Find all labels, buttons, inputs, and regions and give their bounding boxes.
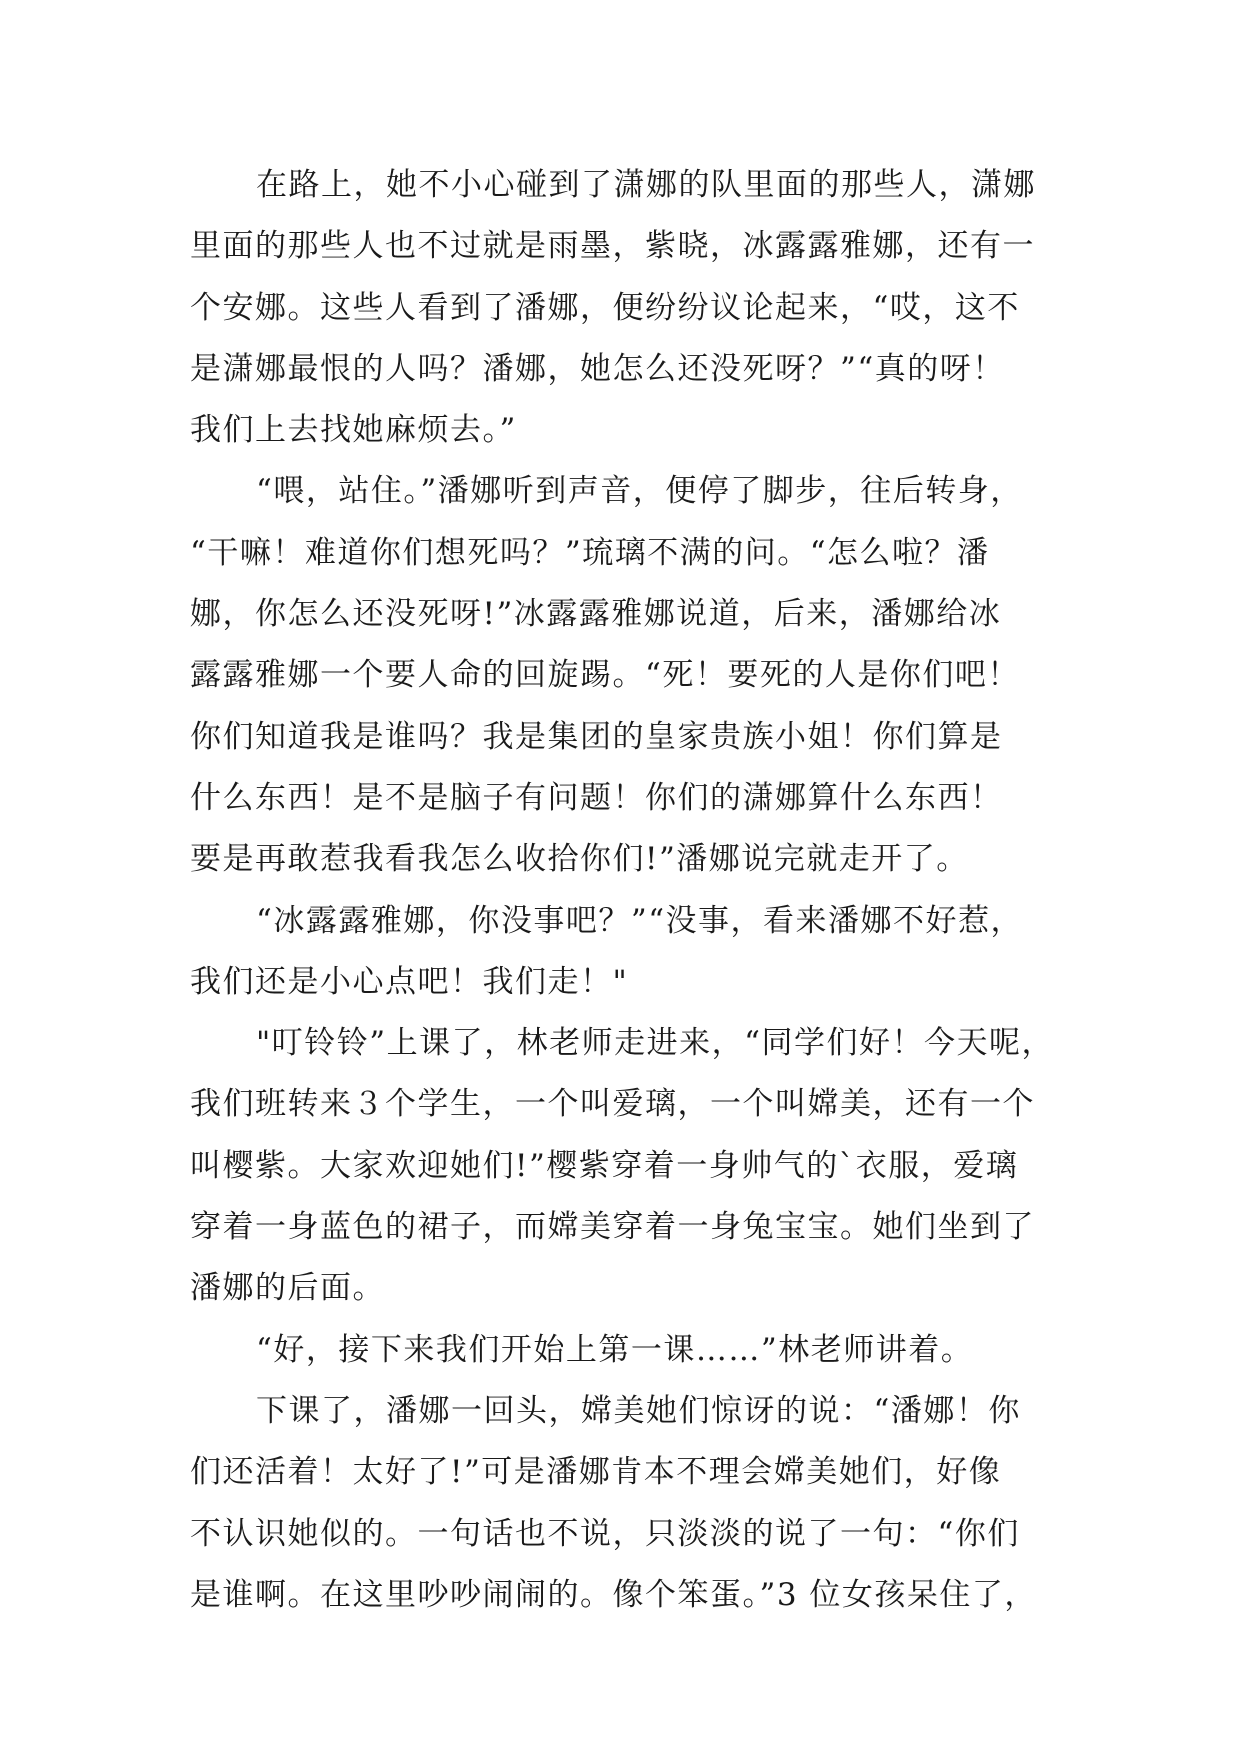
text-line: 是谁啊。在这里吵吵闹闹的。像个笨蛋。”3 位女孩呆住了， (190, 1576, 1037, 1613)
text-line: “喂，站住。”潘娜听到声音，便停了脚步，往后转身， (256, 473, 1023, 510)
text-line: 要是再敢惹我看我怎么收拾你们!”潘娜说完就走开了。 (190, 841, 969, 878)
text-line: 我们上去找她麻烦去。” (190, 412, 517, 449)
text-line: 在路上，她不小心碰到了潇娜的队里面的那些人，潇娜 (256, 167, 1036, 203)
text-line: 下课了，潘娜一回头，嫦美她们惊讶的说：“潘娜！你 (256, 1392, 1021, 1429)
text-line: 娜，你怎么还没死呀!”冰露露雅娜说道，后来，潘娜给冰 (190, 596, 1002, 633)
body-text (190, 155, 1090, 1626)
text-line: 里面的那些人也不过就是雨墨，紫晓，冰露露雅娜，还有一 (190, 228, 1035, 265)
text-line: 是潇娜最恨的人吗？潘娜，她怎么还没死呀？”“真的呀！ (190, 350, 1005, 387)
text-line: “好，接下来我们开始上第一课……”林老师讲着。 (256, 1331, 974, 1368)
text-line: 个安娜。这些人看到了潘娜，便纷纷议论起来，“哎，这不 (190, 289, 1020, 326)
text-line: 们还活着！太好了!”可是潘娜肯本不理会嫦美她们，好像 (190, 1454, 1002, 1491)
text-line: “冰露露雅娜，你没事吧？”“没事，看来潘娜不好惹， (256, 902, 1024, 939)
text-line: 叫樱紫。大家欢迎她们!”樱紫穿着一身帅气的`衣服，爱璃 (190, 1147, 1019, 1184)
text-line: “干嘛！难道你们想死吗？”琉璃不满的问。“怎么啦？潘 (190, 534, 990, 571)
text-line: "叮铃铃”上课了，林老师走进来，“同学们好！今天呢， (256, 1025, 1054, 1062)
text-line: 露露雅娜一个要人命的回旋踢。“死！要死的人是你们吧！ (190, 657, 1020, 694)
text-line: 我们班转来３个学生，一个叫爱璃，一个叫嫦美，还有一个 (190, 1086, 1035, 1123)
text-line: 潘娜的后面。 (190, 1270, 385, 1307)
text-line: 什么东西！是不是脑子有问题！你们的潇娜算什么东西！ (190, 779, 1003, 816)
text-line: 穿着一身蓝色的裙子，而嫦美穿着一身兔宝宝。她们坐到了 (190, 1209, 1035, 1246)
text-line: 我们还是小心点吧！我们走！" (190, 963, 629, 1000)
text-line: 不认识她似的。一句话也不说，只淡淡的说了一句：“你们 (190, 1515, 1020, 1552)
text-line: 你们知道我是谁吗？我是集团的皇家贵族小姐！你们算是 (190, 718, 1003, 755)
